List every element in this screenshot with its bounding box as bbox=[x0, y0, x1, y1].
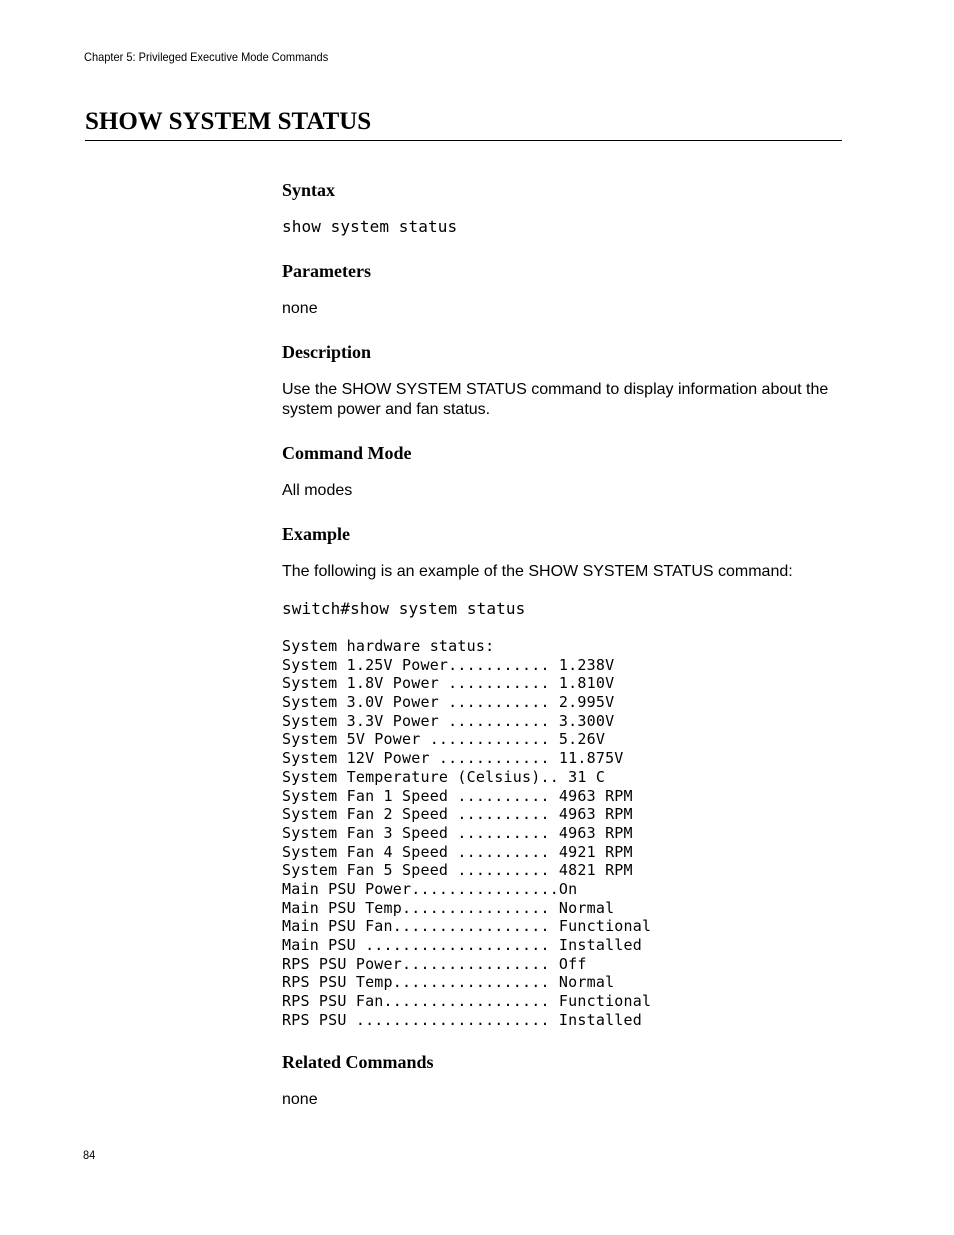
output-line: System 3.0V Power ........... 2.995V bbox=[282, 693, 615, 712]
example-text: The following is an example of the SHOW SYSTEM STATUS command: bbox=[282, 563, 793, 580]
command-mode-text: All modes bbox=[282, 482, 353, 499]
output-line: System Fan 4 Speed .......... 4921 RPM bbox=[282, 842, 633, 861]
parameters-heading: Parameters bbox=[282, 261, 371, 281]
description-heading: Description bbox=[282, 342, 371, 362]
output-line: RPS PSU ..................... Installed bbox=[282, 1010, 642, 1029]
output-line: RPS PSU Fan.................. Functional bbox=[282, 992, 652, 1011]
output-line: System 1.8V Power ........... 1.810V bbox=[282, 674, 615, 693]
output-line: Main PSU Fan................. Functional bbox=[282, 917, 652, 936]
syntax-code: show system status bbox=[282, 217, 458, 236]
syntax-heading: Syntax bbox=[282, 180, 336, 200]
running-header: Chapter 5: Privileged Executive Mode Commands bbox=[84, 50, 329, 64]
example-heading: Example bbox=[282, 524, 351, 544]
parameters-text: none bbox=[282, 300, 318, 317]
output-line: System 3.3V Power ........... 3.300V bbox=[282, 711, 615, 730]
page-title: SHOW SYSTEM STATUS bbox=[85, 108, 372, 135]
output-line: System Fan 2 Speed .......... 4963 RPM bbox=[282, 805, 633, 824]
example-command: switch#show system status bbox=[282, 599, 526, 618]
example-output bbox=[282, 637, 651, 1029]
output-line: System Fan 5 Speed .......... 4821 RPM bbox=[282, 861, 633, 880]
title-rule bbox=[85, 140, 842, 141]
page-number: 84 bbox=[83, 1148, 96, 1162]
output-line: System Temperature (Celsius).. 31 C bbox=[282, 767, 606, 786]
related-commands-heading: Related Commands bbox=[282, 1052, 434, 1072]
output-line: System Fan 3 Speed .......... 4963 RPM bbox=[282, 823, 633, 842]
description-text: Use the SHOW SYSTEM STATUS command to display information about the system power and fan status. bbox=[282, 381, 829, 418]
output-line: System hardware status: bbox=[282, 637, 495, 655]
related-commands-text: none bbox=[282, 1091, 318, 1108]
output-line: RPS PSU Temp................. Normal bbox=[282, 973, 615, 992]
output-line: System 5V Power ............. 5.26V bbox=[282, 730, 606, 749]
command-mode-heading: Command Mode bbox=[282, 443, 412, 463]
output-line: Main PSU Power................On bbox=[282, 879, 578, 898]
output-line: System 12V Power ............ 11.875V bbox=[282, 749, 624, 768]
output-line: System 1.25V Power........... 1.238V bbox=[282, 655, 615, 674]
output-line: Main PSU Temp................ Normal bbox=[282, 898, 615, 917]
output-line: RPS PSU Power................ Off bbox=[282, 954, 587, 973]
output-line: System Fan 1 Speed .......... 4963 RPM bbox=[282, 786, 633, 805]
output-line: Main PSU .................... Installed bbox=[282, 936, 642, 954]
